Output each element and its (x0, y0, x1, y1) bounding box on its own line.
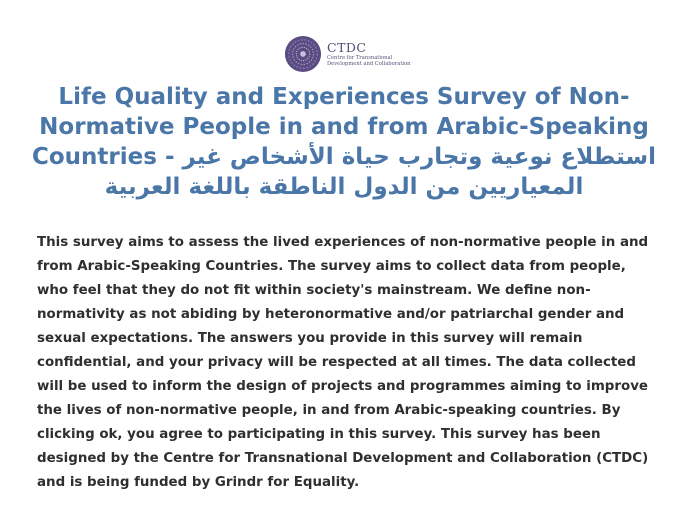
logo-subtitle-line-1: Centre for Transnational (327, 54, 393, 61)
survey-description: This survey aims to assess the lived experiences of non-normative people in and from Arabic-Speaking Countries. The survey aims to collect data from people, who feel that they do not fit within society's mainstream. We define non-normativity as not abiding by heteronormative and/or patriarchal gender and sexual expectations. The answers you provide in this survey will remain confidential, and your privacy will be respected at all times. The data collected will be used to inform the design of projects and programmes aiming to improve the lives of non-normative people, in and from Arabic-speaking countries. By clicking ok, you agree to participating in this survey. This survey has been designed by the Centre for Transnational Development and Collaboration (CTDC) and is being funded by Grindr for Equality. (37, 235, 649, 490)
ctdc-emblem-icon (284, 35, 322, 73)
survey-title (20, 82, 668, 202)
logo-subtitle-line-2: Development and Collaboration (327, 61, 411, 67)
ctdc-logo (284, 34, 424, 74)
logo-text (327, 41, 411, 68)
logo-abbreviation: CTDC (327, 39, 367, 55)
survey-title-arabic: استطلاع نوعية وتجارب حياة الأشخاص غير المعياريين من الدول الناطقة باللغة العربية (104, 144, 656, 200)
survey-title-english: Life Quality and Experiences Survey of Non-Normative People in and from Arabic-Speaking Countries - (32, 84, 649, 170)
